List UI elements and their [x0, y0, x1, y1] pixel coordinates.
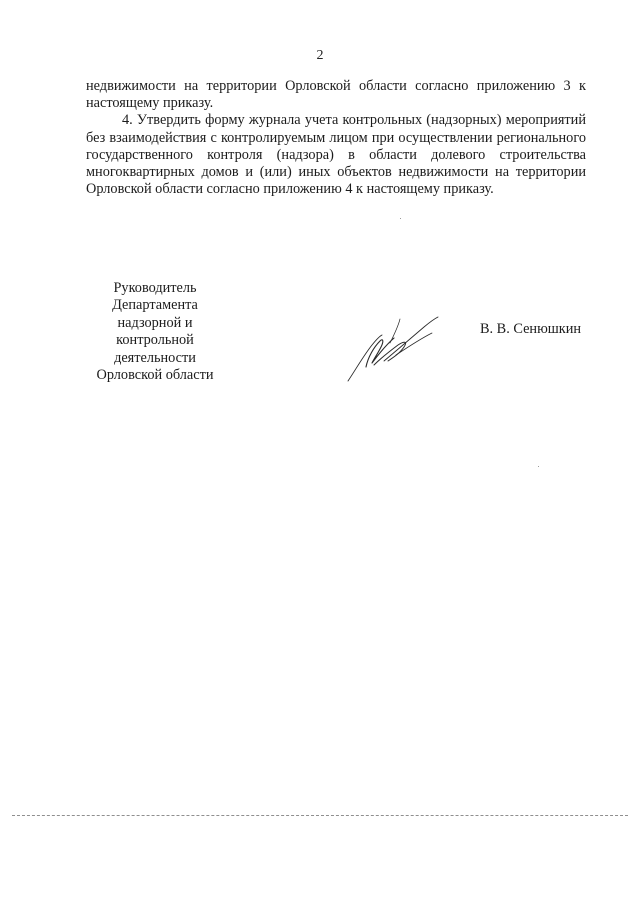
signer-name: В. В. Сенюшкин	[480, 321, 582, 337]
handwritten-signature	[338, 305, 448, 385]
position-line: Руководитель	[113, 280, 197, 296]
scan-speck	[538, 466, 539, 467]
scan-speck	[400, 218, 401, 219]
page-number: 2	[316, 48, 324, 63]
position-line: надзорной и	[117, 314, 193, 331]
paragraph-4: 4. Утвердить форму журнала учета контрольных (надзорных) мероприятий без взаимодействия с контролируемым лицом при осуществлении регионального государственного контроля (надзора) в области долевого строительства многоквартирных домов и (или) иных объектов недвижимости на территории Орловской области согласно приложению 4 к настоящему приказу.	[86, 112, 586, 198]
scan-edge-line	[12, 815, 628, 816]
position-line: контрольной	[116, 332, 194, 349]
position-line: Орловской области	[96, 367, 214, 384]
signatory-position	[88, 280, 222, 384]
paragraph-continuation: недвижимости на территории Орловской области согласно приложению 3 к настоящему приказу.	[86, 78, 586, 112]
document-body	[86, 78, 586, 198]
position-line: деятельности	[114, 349, 196, 366]
position-line: Департамента	[112, 297, 198, 314]
